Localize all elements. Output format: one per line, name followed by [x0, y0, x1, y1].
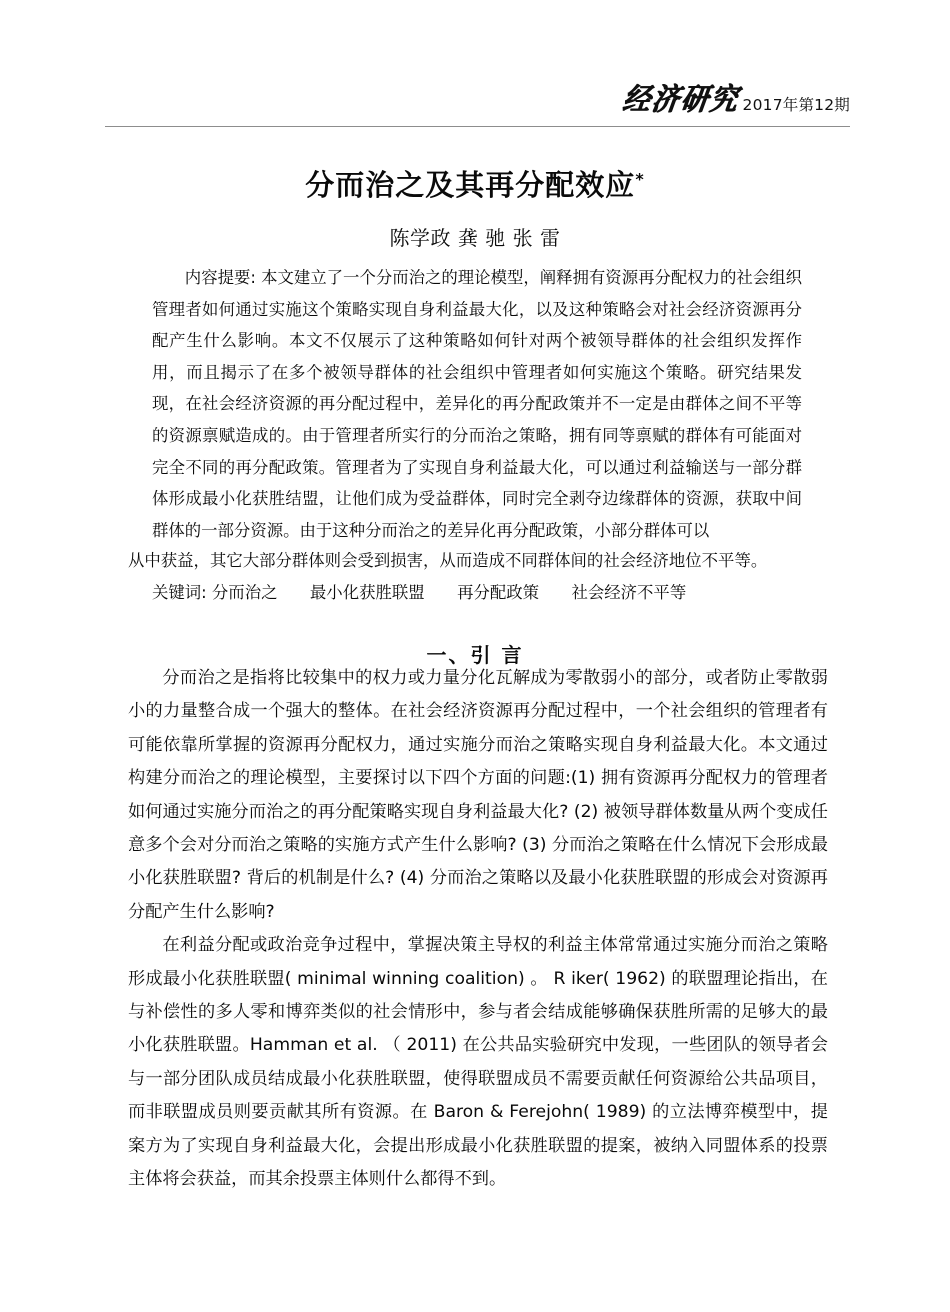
- abstract-tail-line: 从中获益，其它大部分群体则会受到损害，从而造成不同群体间的社会经济地位不平等。: [128, 551, 768, 570]
- issue-label: 2017年第12期: [742, 96, 850, 114]
- keywords-line: [152, 577, 852, 609]
- body-paragraph: 在利益分配或政治竞争过程中，掌握决策主导权的利益主体常常通过实施分而治之策略形成最小化获胜联盟( minimal winning coalition) 。 R iker( 1962) 的联盟理论指出，在与补偿性的多人零和博弈类似的社会情形中，参与者会结成能够确保获胜所需的足够大的最小化获胜联盟。Hamman et al. （ 2011) 在公共品实验研究中发现，一些团队的领导者会与一部分团队成员结成最小化获胜联盟，使得联盟成员不需要贡献任何资源给公共品项目，而非联盟成员则要贡献其所有资源。在 Baron & Ferejohn( 1989) 的立法博弈模型中，提案方为了实现自身利益最大化，会提出形成最小化获胜联盟的提案，被纳入同盟体系的投票主体将会获益，而其余投票主体则什么都得不到。: [128, 935, 828, 1190]
- body-content: [128, 662, 828, 1197]
- page-title: [0, 167, 950, 203]
- header-divider: [105, 126, 850, 127]
- section-heading-introduction: 一、引 言: [426, 642, 524, 667]
- keywords-label: 关键词:: [152, 583, 207, 602]
- title-footnote-marker: *: [635, 169, 645, 189]
- abstract-text: 内容提要: 本文建立了一个分而治之的理论模型，阐释拥有资源再分配权力的社会组织管理者如何通过实施这个策略实现自身利益最大化，以及这种策略会对社会经济资源再分配产生什么影响。本文不仅展示了这种策略如何针对两个被领导群体的社会组织发挥作用，而且揭示了在多个被领导群体的社会组织中管理者如何实施这个策略。研究结果发现，在社会经济资源的再分配过程中，差异化的再分配政策并不一定是由群体之间不平等的资源禀赋造成的。由于管理者所实行的分而治之策略，拥有同等禀赋的群体有可能面对完全不同的再分配政策。管理者为了实现自身利益最大化，可以通过利益输送与一部分群体形成最小化获胜结盟，让他们成为受益群体，同时完全剥夺边缘群体的资源，获取中间群体的一部分资源。由于这种分而治之的差异化再分配政策，小部分群体可以: [152, 268, 802, 540]
- keyword-item-0: 分而治之: [211, 583, 278, 602]
- body-paragraph: 分而治之是指将比较集中的权力或力量分化瓦解成为零散弱小的部分，或者防止零散弱小的力量整合成一个强大的整体。在社会经济资源再分配过程中，一个社会组织的管理者有可能依靠所掌握的资源再分配权力，通过实施分而治之策略实现自身利益最大化。本文通过构建分而治之的理论模型，主要探讨以下四个方面的问题:(1) 拥有资源再分配权力的管理者如何通过实施分而治之的再分配策略实现自身利益最大化? (2) 被领导群体数量从两个变成任意多个会对分而治之策略的实施方式产生什么影响? (3) 分而治之策略在什么情况下会形成最小化获胜联盟? 背后的机制是什么? (4) 分而治之策略以及最小化获胜联盟的形成会对资源再分配产生什么影响?: [128, 668, 828, 922]
- abstract-block: [152, 262, 802, 546]
- keyword-item-1: 最小化获胜联盟: [309, 583, 425, 602]
- running-head: [105, 82, 850, 130]
- running-head-content: [105, 82, 850, 124]
- author-list: 陈学政 龚 驰 张 雷: [389, 226, 561, 250]
- page-title-text: 分而治之及其再分配效应: [305, 168, 636, 203]
- journal-logo: 经济研究: [620, 82, 742, 118]
- keyword-item-3: 社会经济不平等: [571, 583, 687, 602]
- keyword-item-2: 再分配政策: [457, 583, 540, 602]
